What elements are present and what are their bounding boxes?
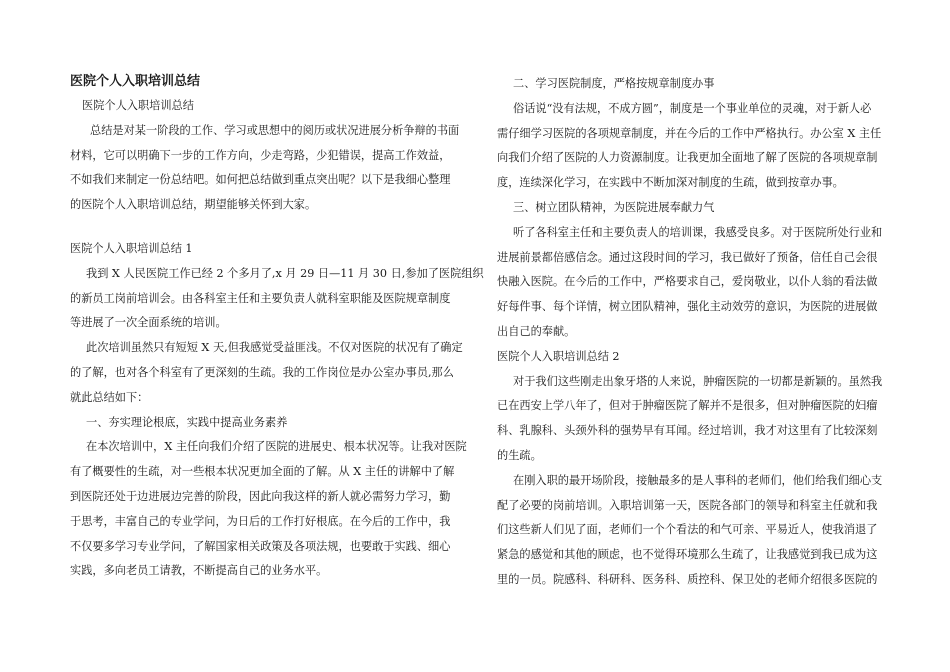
paragraph-7 [497,469,887,593]
section-heading-1: 医院个人入职培训总结 1 [70,241,193,255]
text-line: 已在西安上学八年了，但对于肿瘤医院了解并不是很多，但对肿瘤医院的妇瘤 [497,399,878,413]
section-heading-2: 医院个人入职培训总结 2 [497,349,620,363]
text-line: 出自己的奉献。 [497,324,576,338]
text-line: 的新员工岗前培训会。由各科室主任和主要负责人就科室职能及医院规章制度 [70,291,451,305]
text-line: 进展前景都倍感信念。通过这段时间的学习，我已做好了预备，信任自己会很 [497,250,878,264]
text-line: 们这些新人们见了面，老师们一个个看法的和气可亲、平易近人，使我消退了 [497,523,878,537]
document-title: 医院个人入职培训总结 [70,74,201,89]
document-subtitle: 医院个人入职培训总结 [82,99,194,112]
text-line: 对于我们这些刚走出象牙塔的人来说，肿瘤医院的一切都是新颖的。虽然我 [513,374,883,388]
text-line: 到医院还处于边进展边完善的阶段，因此向我这样的新人就必需努力学习，勤 [70,489,451,503]
text-line: 此次培训虽然只有短短 X 天,但我感觉受益匪浅。不仅对医院的状况有了确定 [86,341,463,355]
point-heading-1: 一、夯实理论根底，实践中提高业务素养 [86,415,288,429]
text-line: 听了各科室主任和主要负责人的培训课，我感受良多。对于医院所处行业和 [513,225,883,239]
text-line: 总结是对某一阶段的工作、学习或思想中的阅历或状况进展分析争辩的书面 [90,123,460,137]
point-heading-2: 二、学习医院制度，严格按规章制度办事 [513,77,715,90]
text-line: 不仅要多学习专业学问，了解国家相关政策及各项法规，也要敢于实践、细心 [70,539,451,553]
text-line: 在刚入职的最开场阶段，接触最多的是人事科的老师们，他们给我们细心支 [513,473,883,487]
paragraph-2 [70,336,463,410]
text-line: 不如我们来制定一份总结吧。如何把总结做到重点突出呢？以下是我细心整理 [70,173,451,187]
text-line: 的医院个人入职培训总结，期望能够关怀到大家。 [70,198,317,212]
right-column [497,72,887,593]
paragraph-3 [70,435,467,584]
point-heading-3: 三、树立团队精神，为医院进展奉献力气 [513,200,715,214]
text-line: 的生疏。 [497,448,542,462]
text-line: 向我们介绍了医院的人力资源制度。让我更加全面地了解了医院的各项规章制 [497,151,878,165]
text-line: 于思考，丰富自己的专业学问，为日后的工作打好根底。在今后的工作中，我 [70,514,451,528]
text-line: 度，连续深化学习，在实践中不断加深对制度的生疏，做到按章办事。 [497,176,844,190]
text-line: 俗话说“没有法规，不成方圆”，制度是一个事业单位的灵魂，对于新人必 [513,101,872,115]
text-line: 在本次培训中，X 主任向我们介绍了医院的进展史、根本状况等。让我对医院 [86,440,467,454]
intro-paragraph [70,119,460,218]
text-line: 的了解，也对各个科室有了更深刻的生疏。我的工作岗位是办公室办事员,那么 [70,365,454,379]
paragraph-5 [497,221,887,345]
text-line: 等进展了一次全面系统的培训。 [70,316,227,330]
text-line: 快融入医院。在今后的工作中，严格要求自己，爱岗敬业，以仆人翁的看法做 [497,275,878,289]
spacer [70,218,460,237]
paragraph-1 [70,262,484,336]
text-line: 材料，它可以明确下一步的工作方向，少走弯路，少犯错误，提高工作效益， [70,148,451,162]
text-line: 紧急的感觉和其他的顾虑，也不觉得环境那么生疏了，让我感觉到我已成为这 [497,548,878,562]
text-line: 需仔细学习医院的各项规章制度，并在今后的工作中严格执行。办公室 X 主任 [497,126,882,140]
text-line: 配了必要的岗前培训。入职培训第一天，医院各部门的领导和科室主任就和我 [497,498,878,512]
paragraph-6 [497,370,887,469]
text-line: 里的一员。院感科、科研科、医务科、质控科、保卫处的老师介绍很多医院的 [497,572,878,586]
text-line: 科、乳腺科、头颈外科的强势早有耳闻。经过培训，我才对这里有了比较深刻 [497,424,878,438]
text-line: 好每件事、每个详情，树立团队精神，强化主动效劳的意识，为医院的进展做 [497,300,878,314]
left-column [70,70,484,584]
paragraph-4 [497,97,887,196]
text-line: 实践，多向老员工请教，不断提高自己的业务水平。 [70,564,328,578]
text-line: 有了概要性的生疏，对一些根本状况更加全面的了解。从 X 主任的讲解中了解 [70,465,455,479]
text-line: 就此总结如下： [70,390,149,404]
text-line: 我到 X 人民医院工作已经 2 个多月了,x 月 29 日—11 月 30 日,参加了医院组织 [86,266,484,280]
